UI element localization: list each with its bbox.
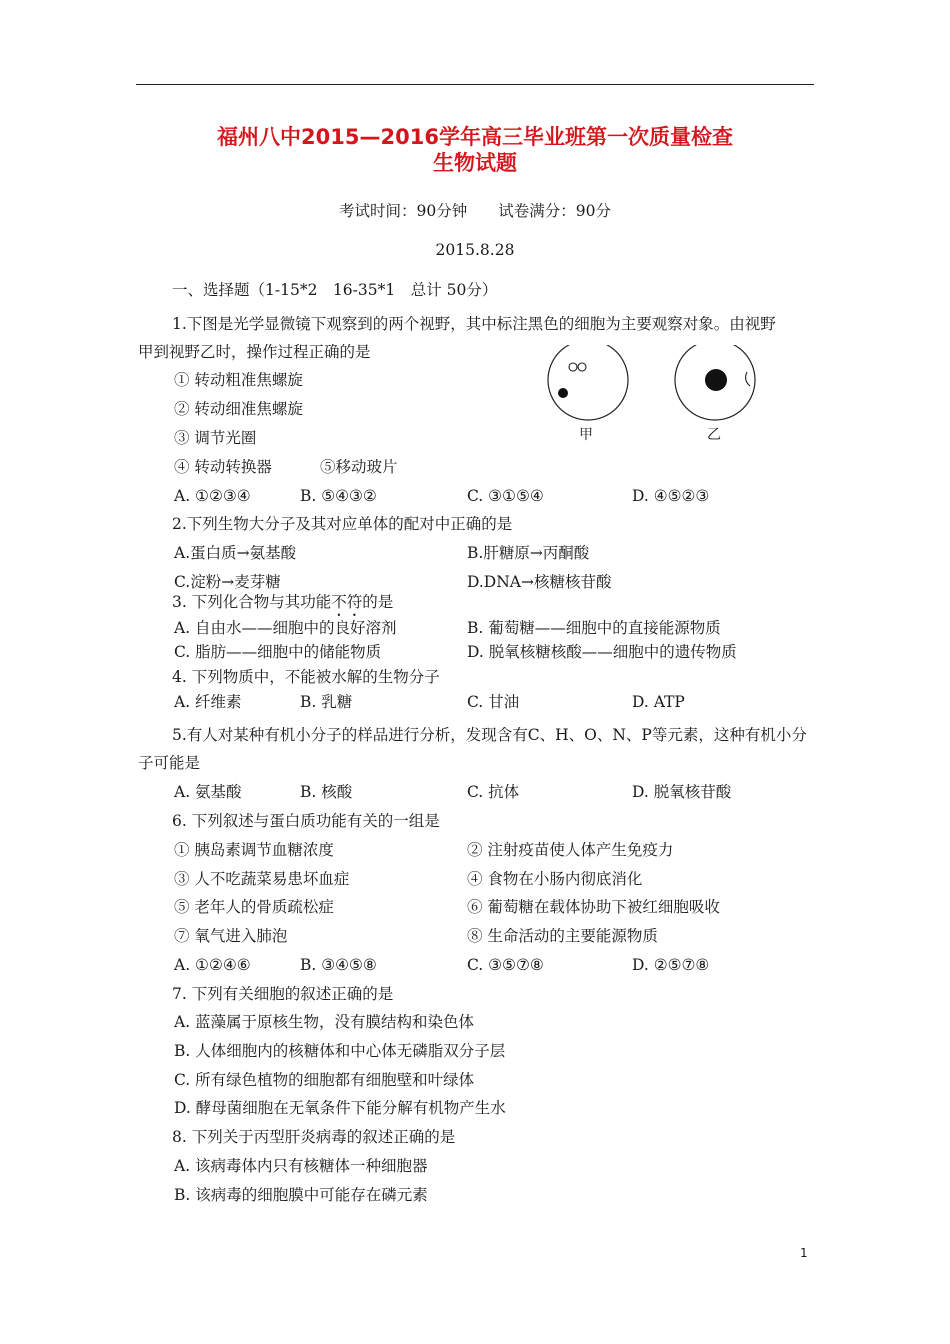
q1-stem-line2: 甲到视野乙时，操作过程正确的是 <box>138 343 371 361</box>
q6-option-b: B. ③④⑤⑧ <box>300 956 377 974</box>
q8-option-b: B. 该病毒的细胞膜中可能存在磷元素 <box>174 1186 428 1204</box>
section-heading: 一、选择题（1-15*2 16-35*1 总计 50分） <box>172 281 498 299</box>
q3-stem <box>172 592 393 620</box>
q7-option-c: C. 所有绿色植物的细胞都有细胞壁和叶绿体 <box>174 1071 475 1089</box>
q3-option-a: A. 自由水——细胞中的良好溶剂 <box>174 619 397 637</box>
q1-option-c: C. ③①⑤④ <box>467 487 544 505</box>
q3-option-c: C. 脂肪——细胞中的储能物质 <box>174 643 382 661</box>
q3-option-d: D. 脱氧核糖核酸——细胞中的遗传物质 <box>467 643 737 661</box>
q6-item1: ① 胰岛素调节血糖浓度 <box>174 841 334 859</box>
q6-stem: 6. 下列叙述与蛋白质功能有关的一组是 <box>172 812 440 830</box>
view-jia-circle <box>548 345 628 420</box>
q7-option-a: A. 蓝藻属于原核生物，没有膜结构和染色体 <box>174 1013 475 1031</box>
q4-option-d: D. ATP <box>632 693 685 711</box>
q6-item3: ③ 人不吃蔬菜易患坏血症 <box>174 870 350 888</box>
q4-option-a: A. 纤维素 <box>174 693 242 711</box>
q1-item5: ⑤移动玻片 <box>320 458 398 476</box>
view-jia-cell-outline-2 <box>578 363 586 371</box>
q5-option-a: A. 氨基酸 <box>174 783 242 801</box>
q6-item5: ⑤ 老年人的骨质疏松症 <box>174 898 334 916</box>
view-jia-target-cell <box>558 388 568 398</box>
exam-date: 2015.8.28 <box>435 241 515 259</box>
q1-item1: ① 转动粗准焦螺旋 <box>174 371 303 389</box>
q2-option-c: C.淀粉→麦芽糖 <box>174 573 281 591</box>
view-yi-target-cell <box>705 369 727 391</box>
q6-item7: ⑦ 氧气进入肺泡 <box>174 927 288 945</box>
q3-option-b: B. 葡萄糖——细胞中的直接能源物质 <box>467 619 721 637</box>
q6-item2: ② 注射疫苗使人体产生免疫力 <box>467 841 674 859</box>
view-jia-cell-outline <box>569 363 577 371</box>
q3-stem-post: 的是 <box>362 593 394 611</box>
q1-option-b: B. ⑤④③② <box>300 487 377 505</box>
exam-title: 福州八中2015—2016学年高三毕业班第一次质量检查 <box>217 125 733 149</box>
q7-stem: 7. 下列有关细胞的叙述正确的是 <box>172 985 394 1003</box>
q4-option-b: B. 乳糖 <box>300 693 353 711</box>
exam-info: 考试时间：90分钟 试卷满分：90分 <box>339 202 611 220</box>
q6-option-d: D. ②⑤⑦⑧ <box>632 956 710 974</box>
view-jia-label: 甲 <box>579 427 593 443</box>
microscope-views-diagram <box>540 345 770 450</box>
q4-stem: 4. 下列物质中，不能被水解的生物分子 <box>172 668 440 686</box>
exam-subtitle: 生物试题 <box>433 151 517 175</box>
q2-option-b: B.肝糖原→丙酮酸 <box>467 544 590 562</box>
q6-item6: ⑥ 葡萄糖在载体协助下被红细胞吸收 <box>467 898 720 916</box>
q1-stem-line1: 1.下图是光学显微镜下观察到的两个视野，其中标注黑色的细胞为主要观察对象。由视野 <box>172 315 776 333</box>
q6-item8: ⑧ 生命活动的主要能源物质 <box>467 927 658 945</box>
q8-stem: 8. 下列关于丙型肝炎病毒的叙述正确的是 <box>172 1128 456 1146</box>
q5-stem-line1: 5.有人对某种有机小分子的样品进行分析，发现含有C、H、O、N、P等元素，这种有机小分 <box>172 726 807 744</box>
q1-option-a: A. ①②③④ <box>174 487 251 505</box>
q5-option-b: B. 核酸 <box>300 783 353 801</box>
view-yi-label: 乙 <box>707 427 721 443</box>
page-number: 1 <box>800 1246 808 1260</box>
q1-option-d: D. ④⑤②③ <box>632 487 710 505</box>
q5-option-c: C. 抗体 <box>467 783 520 801</box>
q1-item3: ③ 调节光圈 <box>174 429 257 447</box>
q5-stem-line2: 子可能是 <box>138 754 201 772</box>
view-yi-cell-edge <box>746 372 750 386</box>
q1-item4: ④ 转动转换器 <box>174 458 272 476</box>
q2-option-d: D.DNA→核糖核苷酸 <box>467 573 612 591</box>
header-rule <box>136 84 814 85</box>
q8-option-a: A. 该病毒体内只有核糖体一种细胞器 <box>174 1157 428 1175</box>
q6-item4: ④ 食物在小肠内彻底消化 <box>467 870 643 888</box>
microscope-figure <box>540 345 770 454</box>
q3-stem-emphasis: 不符 <box>331 593 363 611</box>
q3-stem-pre: 3. 下列化合物与其功能 <box>172 593 332 611</box>
q1-item2: ② 转动细准焦螺旋 <box>174 400 303 418</box>
q2-stem: 2.下列生物大分子及其对应单体的配对中正确的是 <box>172 515 513 533</box>
q7-option-d: D. 酵母菌细胞在无氧条件下能分解有机物产生水 <box>174 1099 506 1117</box>
q2-option-a: A.蛋白质→氨基酸 <box>174 544 297 562</box>
q6-option-a: A. ①②④⑥ <box>174 956 251 974</box>
q7-option-b: B. 人体细胞内的核糖体和中心体无磷脂双分子层 <box>174 1042 506 1060</box>
q4-option-c: C. 甘油 <box>467 693 520 711</box>
q5-option-d: D. 脱氧核苷酸 <box>632 783 732 801</box>
q6-option-c: C. ③⑤⑦⑧ <box>467 956 544 974</box>
